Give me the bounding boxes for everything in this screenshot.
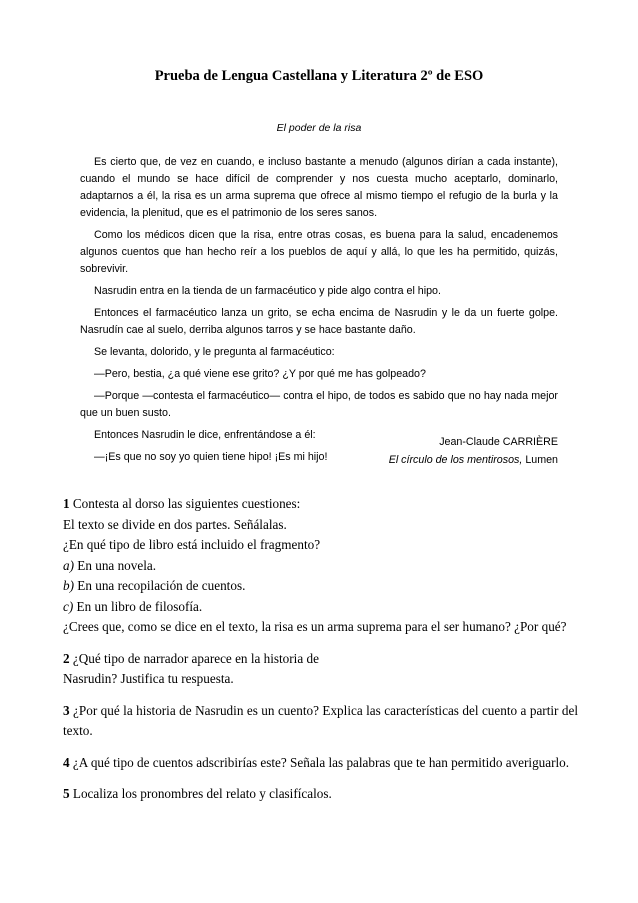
story-author: Jean-Claude CARRIÈRE: [439, 436, 558, 448]
story-paragraph: Entonces el farmacéutico lanza un grito, se echa encima de Nasrudin y le da un fuerte golpe. Nasrudín cae al suelo, derriba algunos tarros y se hace bastante daño.: [80, 307, 558, 336]
question-1-item: ¿En qué tipo de libro está incluido el fragmento?: [63, 537, 321, 552]
option-c: [63, 597, 578, 618]
option-text: En un libro de filosofía.: [73, 598, 203, 614]
questions-section: [63, 494, 578, 805]
option-letter: c): [63, 598, 74, 614]
story-paragraph: Se levanta, dolorido, y le pregunta al farmacéutico:: [94, 346, 335, 358]
question-text: Localiza los pronombres del relato y clasifícalos.: [69, 786, 332, 801]
story-source: [80, 454, 558, 466]
dialogue-line: —Porque —contesta el farmacéutico— contra el hipo, de todos es sabido que no hay nada mejor que un buen susto.: [80, 390, 558, 419]
story-title: El poder de la risa: [276, 122, 362, 134]
question-1-item: El texto se divide en dos partes. Señálalas.: [63, 516, 287, 532]
question-number: 1: [63, 496, 70, 511]
story-paragraph: Nasrudin entra en la tienda de un farmacéutico y pide algo contra el hipo.: [94, 285, 441, 297]
question-number: 4: [63, 754, 70, 770]
question-text: ¿Por qué la historia de Nasrudin es un cuento? Explica las características del cuento a partir del texto.: [63, 702, 578, 738]
question-3: [63, 701, 578, 742]
question-text: ¿Qué tipo de narrador aparece en la historia de: [69, 650, 319, 666]
book-title: El círculo de los mentirosos,: [388, 454, 523, 466]
option-text: En una recopilación de cuentos.: [74, 578, 246, 593]
question-2-continued: Nasrudin? Justifica tu respuesta.: [63, 671, 234, 686]
question-2: [63, 649, 578, 670]
story-text: [80, 154, 558, 471]
option-b: [63, 576, 578, 597]
option-text: En una novela.: [74, 557, 157, 573]
question-1: [63, 494, 578, 515]
story-paragraph: Es cierto que, de vez en cuando, e incluso bastante a menudo (algunos dirían a cada instante), cuando el mundo se hace difícil de comprender y nos cuesta mucho aceptarlo, dominarlo, adaptarnos a él, la risa es un arma suprema que ofrece al mismo tiempo el refugio de la burla y la evidencia, la plenitud, que es el patrimonio de los seres sanos.: [80, 156, 558, 219]
question-text: ¿A qué tipo de cuentos adscribirías este? Señala las palabras que te han permitido averiguarlo.: [69, 754, 570, 770]
question-text: Contesta al dorso las siguientes cuestiones:: [69, 496, 301, 511]
story-paragraph: Como los médicos dicen que la risa, entre otras cosas, es buena para la salud, encadenemos algunos cuentos que han hecho reír a los pueblos de aquí y allá, lo que les ha permitido, quizás, sobrevivir.: [80, 229, 558, 275]
question-number: 5: [63, 786, 70, 801]
dialogue-line: —Pero, bestia, ¿a qué viene ese grito? ¿Y por qué me has golpeado?: [94, 368, 426, 380]
publisher: Lumen: [522, 454, 558, 466]
story-paragraph: Entonces Nasrudin le dice, enfrentándose a él:: [94, 429, 316, 441]
option-letter: a): [63, 557, 74, 573]
dialogue-line: —¡Es que no soy yo quien tiene hipo! ¡Es mi hijo!: [94, 451, 328, 463]
question-number: 2: [63, 650, 70, 666]
question-1-item: ¿Crees que, como se dice en el texto, la risa es un arma suprema para el ser humano? ¿Por qué?: [63, 619, 567, 634]
option-letter: b): [63, 578, 74, 593]
question-5: [63, 784, 578, 805]
page-title: Prueba de Lengua Castellana y Literatura 2º de ESO: [154, 68, 484, 84]
question-4: [63, 753, 578, 774]
question-number: 3: [63, 702, 70, 718]
option-a: [63, 556, 578, 577]
